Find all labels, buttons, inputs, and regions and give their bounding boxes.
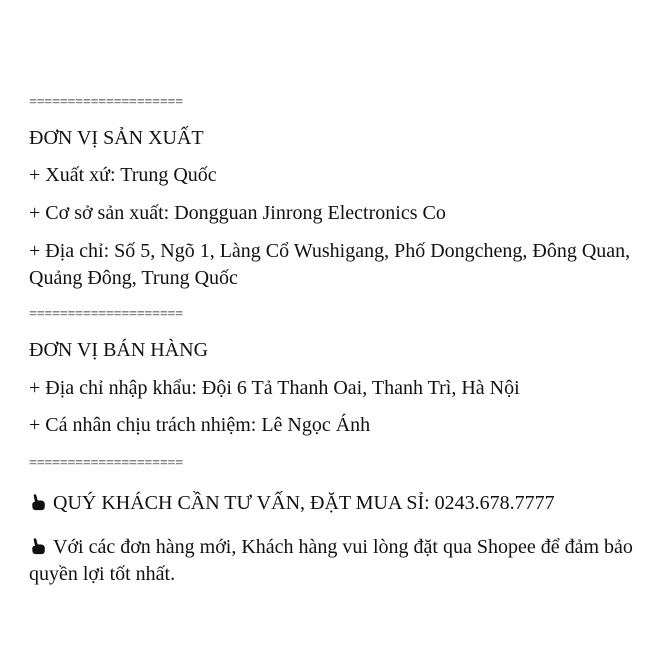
seller-heading: ĐƠN VỊ BÁN HÀNG [29, 339, 209, 361]
import-address-line: + Địa chỉ nhập khẩu: Đội 6 Tả Thanh Oai, Thanh Trì, Hà Nội [29, 377, 520, 399]
pointing-hand-icon [29, 493, 47, 511]
responsible-person-line: + Cá nhân chịu trách nhiệm: Lê Ngọc Ánh [29, 414, 371, 436]
address-line: + Địa chỉ: Số 5, Ngõ 1, Làng Cổ Wushigang, Phố Dongcheng, Đông Quan, Quảng Đông, Trung Quốc [29, 240, 631, 289]
order-note-text: Với các đơn hàng mới, Khách hàng vui lòng đặt qua Shopee để đảm bảo quyền lợi tốt nhất. [29, 536, 633, 585]
separator-line: ==================== [29, 456, 183, 471]
pointing-hand-icon [29, 537, 47, 555]
manufacturer-heading: ĐƠN VỊ SẢN XUẤT [29, 127, 204, 149]
order-note-line [29, 534, 644, 588]
separator-line: ==================== [29, 307, 183, 322]
hotline-line [29, 491, 555, 515]
facility-line: + Cơ sở sản xuất: Dongguan Jinrong Electronics Co [29, 202, 446, 224]
origin-line: + Xuất xứ: Trung Quốc [29, 164, 217, 186]
hotline-text: QUÝ KHÁCH CẦN TƯ VẤN, ĐẶT MUA SỈ: 0243.678.7777 [53, 492, 555, 514]
separator-line: ==================== [29, 95, 183, 110]
